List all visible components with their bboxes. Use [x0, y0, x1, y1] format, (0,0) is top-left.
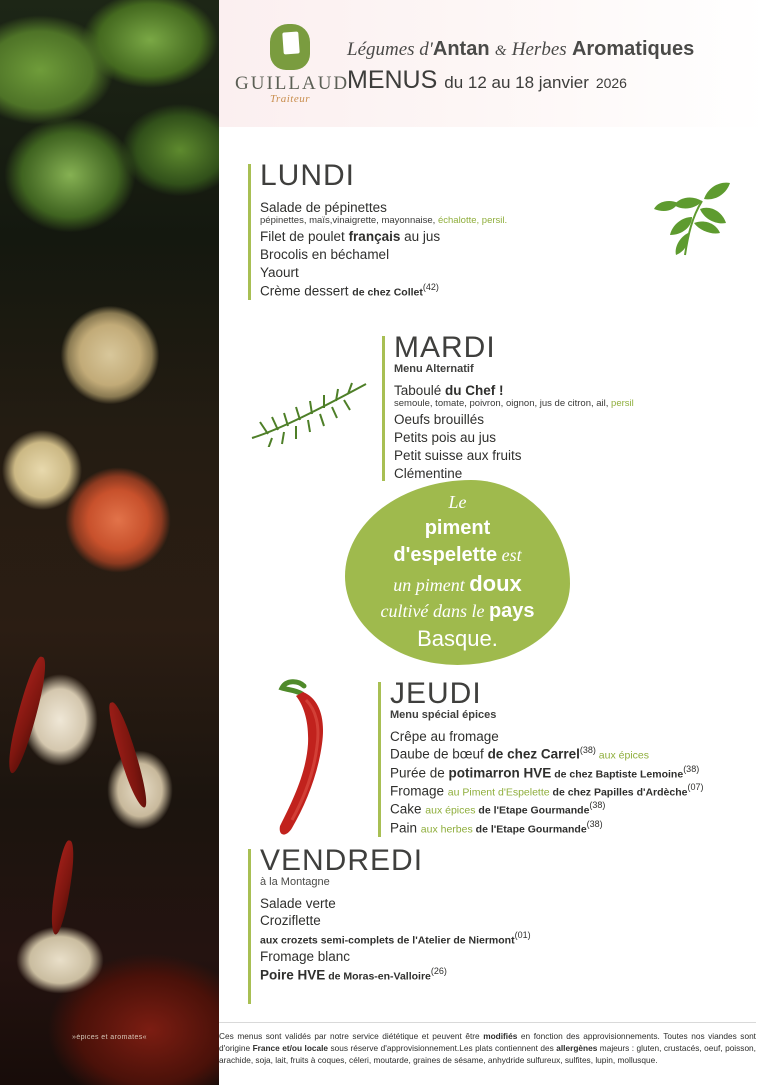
day-title-lundi: LUNDI: [260, 159, 356, 192]
ingredient-line: pépinettes, maïs,vinaigrette, mayonnaise, échalotte, persil.: [260, 215, 508, 227]
ingredient-line: semoule, tomate, poivron, oignon, jus de citron, ail, persil: [394, 398, 634, 410]
dish-list-jeudi: [390, 728, 748, 838]
day-block-lundi: [248, 160, 648, 300]
callout-l4a: un piment: [393, 574, 470, 595]
dish-item: Crème dessert de chez Collet$^{(42)}$: [260, 281, 439, 299]
callout-l2: piment: [424, 517, 491, 540]
day-title-jeudi: JEUDI: [390, 677, 482, 710]
footer-divider: [219, 1022, 756, 1023]
day-block-vendredi: [248, 845, 648, 985]
callout-l5c: pays: [488, 599, 535, 622]
day-accent-rule: [378, 682, 381, 837]
spices-photo-strip: [0, 0, 219, 1085]
day-block-jeudi: [378, 678, 748, 837]
dish-item: Purée de potimarron HVE de chez Baptiste Lemoine$^{(38)}$: [390, 763, 700, 781]
dish-item: Daube de bœuf de chez Carrel$^{(38)}$ aux épices: [390, 745, 649, 762]
callout-l5b: dans le: [428, 600, 489, 621]
callout-l4b: doux: [469, 570, 522, 596]
dish-item: Poire HVE de Moras-en-Valloire$^{(26)}$: [260, 966, 447, 983]
dish-item: Oeufs brouillés: [394, 412, 485, 428]
day-accent-rule: [248, 849, 251, 1004]
callout-l1: Le: [448, 492, 467, 513]
dish-item: Yaourt: [260, 264, 299, 280]
day-title-vendredi: VENDREDI: [260, 844, 424, 877]
dish-list-lundi: [260, 199, 648, 300]
chili-pepper-icon: [48, 839, 76, 935]
fact-callout-bubble: [345, 480, 570, 665]
menus-label: MENUS: [347, 66, 438, 94]
theme-word-antan: Antan: [432, 38, 490, 60]
header-band: [219, 0, 768, 127]
menus-title: [347, 66, 756, 95]
footer-disclaimer: [219, 1030, 756, 1066]
day-subtitle-jeudi: Menu spécial épices: [390, 708, 497, 721]
footer-text: Ces menus sont validés par notre service diététique et peuvent être modifiés en fonction des approvisionnements. Toutes nos viandes sont d'origine France et/ou locale sous réserve d'approvisionnement.Les plats contiennent des allergènes majeurs : gluten, crustacés, oeuf, poisson, arachide, soja, lait, fruits à coques, céleri, moutarde, graines de sésame, anhydride sulfureux, sulfites, lupin, mollusque.: [219, 1031, 756, 1066]
theme-word-herbes: Herbes: [511, 39, 567, 60]
dish-item: Clémentine: [394, 465, 463, 481]
day-accent-rule: [382, 336, 385, 481]
day-accent-rule: [248, 164, 251, 300]
brand-name: GUILLAUD: [235, 73, 350, 94]
callout-l6: Basque.: [417, 626, 498, 652]
theme-title: [347, 38, 756, 61]
dish-item: Brocolis en béchamel: [260, 246, 390, 262]
callout-l3a: d'espelette: [393, 543, 498, 566]
dish-item: Fromage blanc: [260, 949, 351, 965]
dish-list-mardi: [394, 382, 712, 483]
dish-item: Petits pois au jus: [394, 429, 497, 445]
dish-item: Pain aux herbes de l'Etape Gourmande$^{(38)}$: [390, 818, 603, 836]
dish-item: Salade verte: [260, 895, 336, 911]
date-range: du 12 au 18 janvier: [444, 73, 589, 92]
strip-caption: »épices et aromates«: [72, 1034, 147, 1041]
theme-prefix: Légumes d': [347, 39, 433, 60]
leaf-logo-icon: [270, 24, 310, 70]
fact-callout-text: [380, 491, 534, 653]
dish-item: Filet de poulet français au jus: [260, 229, 441, 245]
dish-item: Cake aux épices de l'Etape Gourmande$^{(38)}$: [390, 800, 606, 817]
dish-item: Petit suisse aux fruits: [394, 447, 522, 463]
dish-item: Taboulé du Chef !: [394, 382, 504, 398]
dish-list-vendredi: [260, 895, 648, 985]
chili-pepper-icon: [4, 655, 50, 776]
dish-item: Fromage au Piment d'Espelette de chez Papilles d'Ardèche$^{(07)}$: [390, 782, 704, 799]
chili-pepper-icon: [262, 678, 352, 843]
header-titles: [347, 38, 756, 95]
day-title-mardi: MARDI: [394, 331, 496, 364]
day-block-mardi: [382, 332, 712, 482]
callout-l3b: est: [497, 544, 522, 565]
theme-amp: &: [494, 43, 507, 59]
brand-tagline: Traiteur: [269, 93, 311, 105]
dish-item: aux crozets semi-complets de l'Atelier de Niermont$^{(01)}$: [260, 930, 531, 947]
rosemary-sprig-icon: [248, 372, 373, 447]
dish-item: Crêpe au fromage: [390, 728, 499, 744]
callout-l5a: cultivé: [380, 600, 429, 621]
year-label: 2026: [595, 75, 627, 91]
day-subtitle-vendredi: à la Montagne: [260, 875, 330, 888]
theme-word-aromatiques: Aromatiques: [571, 38, 695, 60]
dish-item: Salade de pépinettes: [260, 199, 387, 215]
dish-item: Croziflette: [260, 913, 321, 929]
day-subtitle-mardi: Menu Alternatif: [394, 362, 474, 375]
chili-pepper-icon: [103, 700, 152, 810]
brand-logo: [235, 24, 350, 110]
